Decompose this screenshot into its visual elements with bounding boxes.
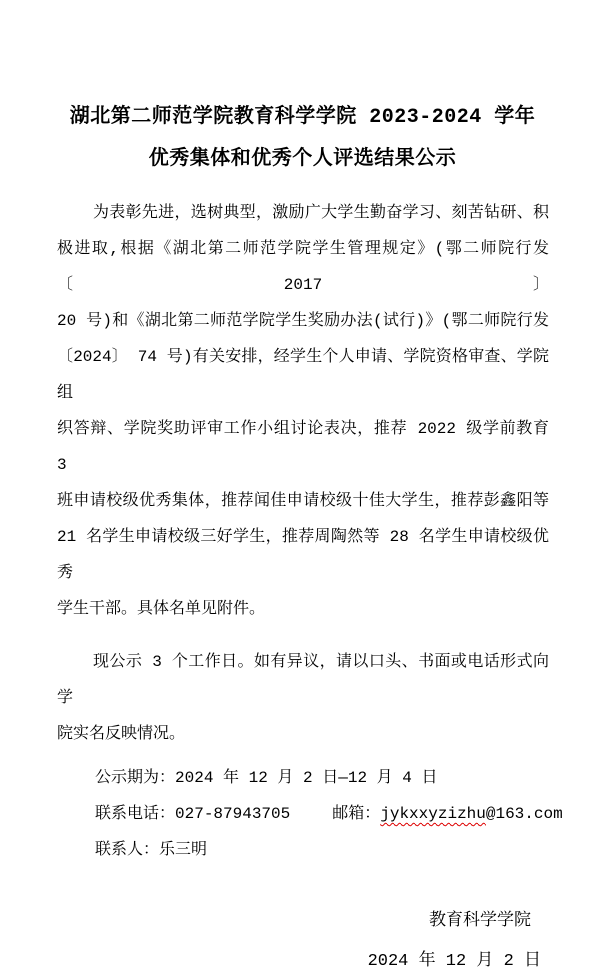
signature-organization: 教育科学学院 <box>429 912 531 931</box>
publicity-period-line <box>57 760 549 796</box>
title-line-1: 湖北第二师范学院教育科学学院 2023-2024 学年 <box>69 106 536 129</box>
publicity-period-value: 2024 年 12 月 2 日—12 月 4 日 <box>175 769 438 787</box>
signature <box>0 904 605 980</box>
body-line: 20 号)和《湖北第二师范学院学生奖励办法(试行)》(鄂二师院行发 <box>57 312 549 330</box>
contact-info <box>57 760 563 868</box>
phone-label: 联系电话： <box>95 805 176 823</box>
email-domain: @163.com <box>485 805 563 823</box>
body-line: 〔2024〕 74 号)有关安排，经学生个人申请、学院资格审查、学院组 <box>57 348 549 402</box>
document-page <box>0 97 605 971</box>
title-line-2: 优秀集体和优秀个人评选结果公示 <box>148 148 457 171</box>
body-line: 现公示 3 个工作日。如有异议，请以口头、书面或电话形式向学 <box>57 653 549 707</box>
paragraph-2 <box>57 644 549 752</box>
body-line: 院实名反映情况。 <box>57 725 186 743</box>
body-line: 织答辩、学院奖助评审工作小组讨论表决，推荐 2022 级学前教育 3 <box>57 420 549 474</box>
body-line: 学生干部。具体名单见附件。 <box>57 600 266 618</box>
paragraph-1 <box>57 195 549 627</box>
body-line: 班申请校级优秀集体，推荐闻佳申请校级十佳大学生，推荐彭鑫阳等 <box>57 492 549 510</box>
body-line: 21 名学生申请校级三好学生，推荐周陶然等 28 名学生申请校级优秀 <box>57 528 549 582</box>
contact-person-value: 乐三明 <box>159 841 208 859</box>
phone-email-line <box>57 796 563 832</box>
document-title <box>0 97 605 181</box>
signature-date: 2024 年 12 月 2 日 <box>367 952 541 971</box>
body-line: 极进取,根据《湖北第二师范学院学生管理规定》(鄂二师院行发〔2017〕 <box>57 240 549 294</box>
email-label: 邮箱： <box>332 805 381 823</box>
email-username: jykxxyzizhu <box>380 805 486 823</box>
contact-person-label: 联系人： <box>95 841 160 859</box>
body-line: 为表彰先进，选树典型，激励广大学生勤奋学习、刻苦钻研、积 <box>93 204 549 222</box>
phone-value: 027-87943705 <box>175 805 291 823</box>
publicity-period-label: 公示期为： <box>95 769 176 787</box>
contact-person-line <box>57 832 549 868</box>
